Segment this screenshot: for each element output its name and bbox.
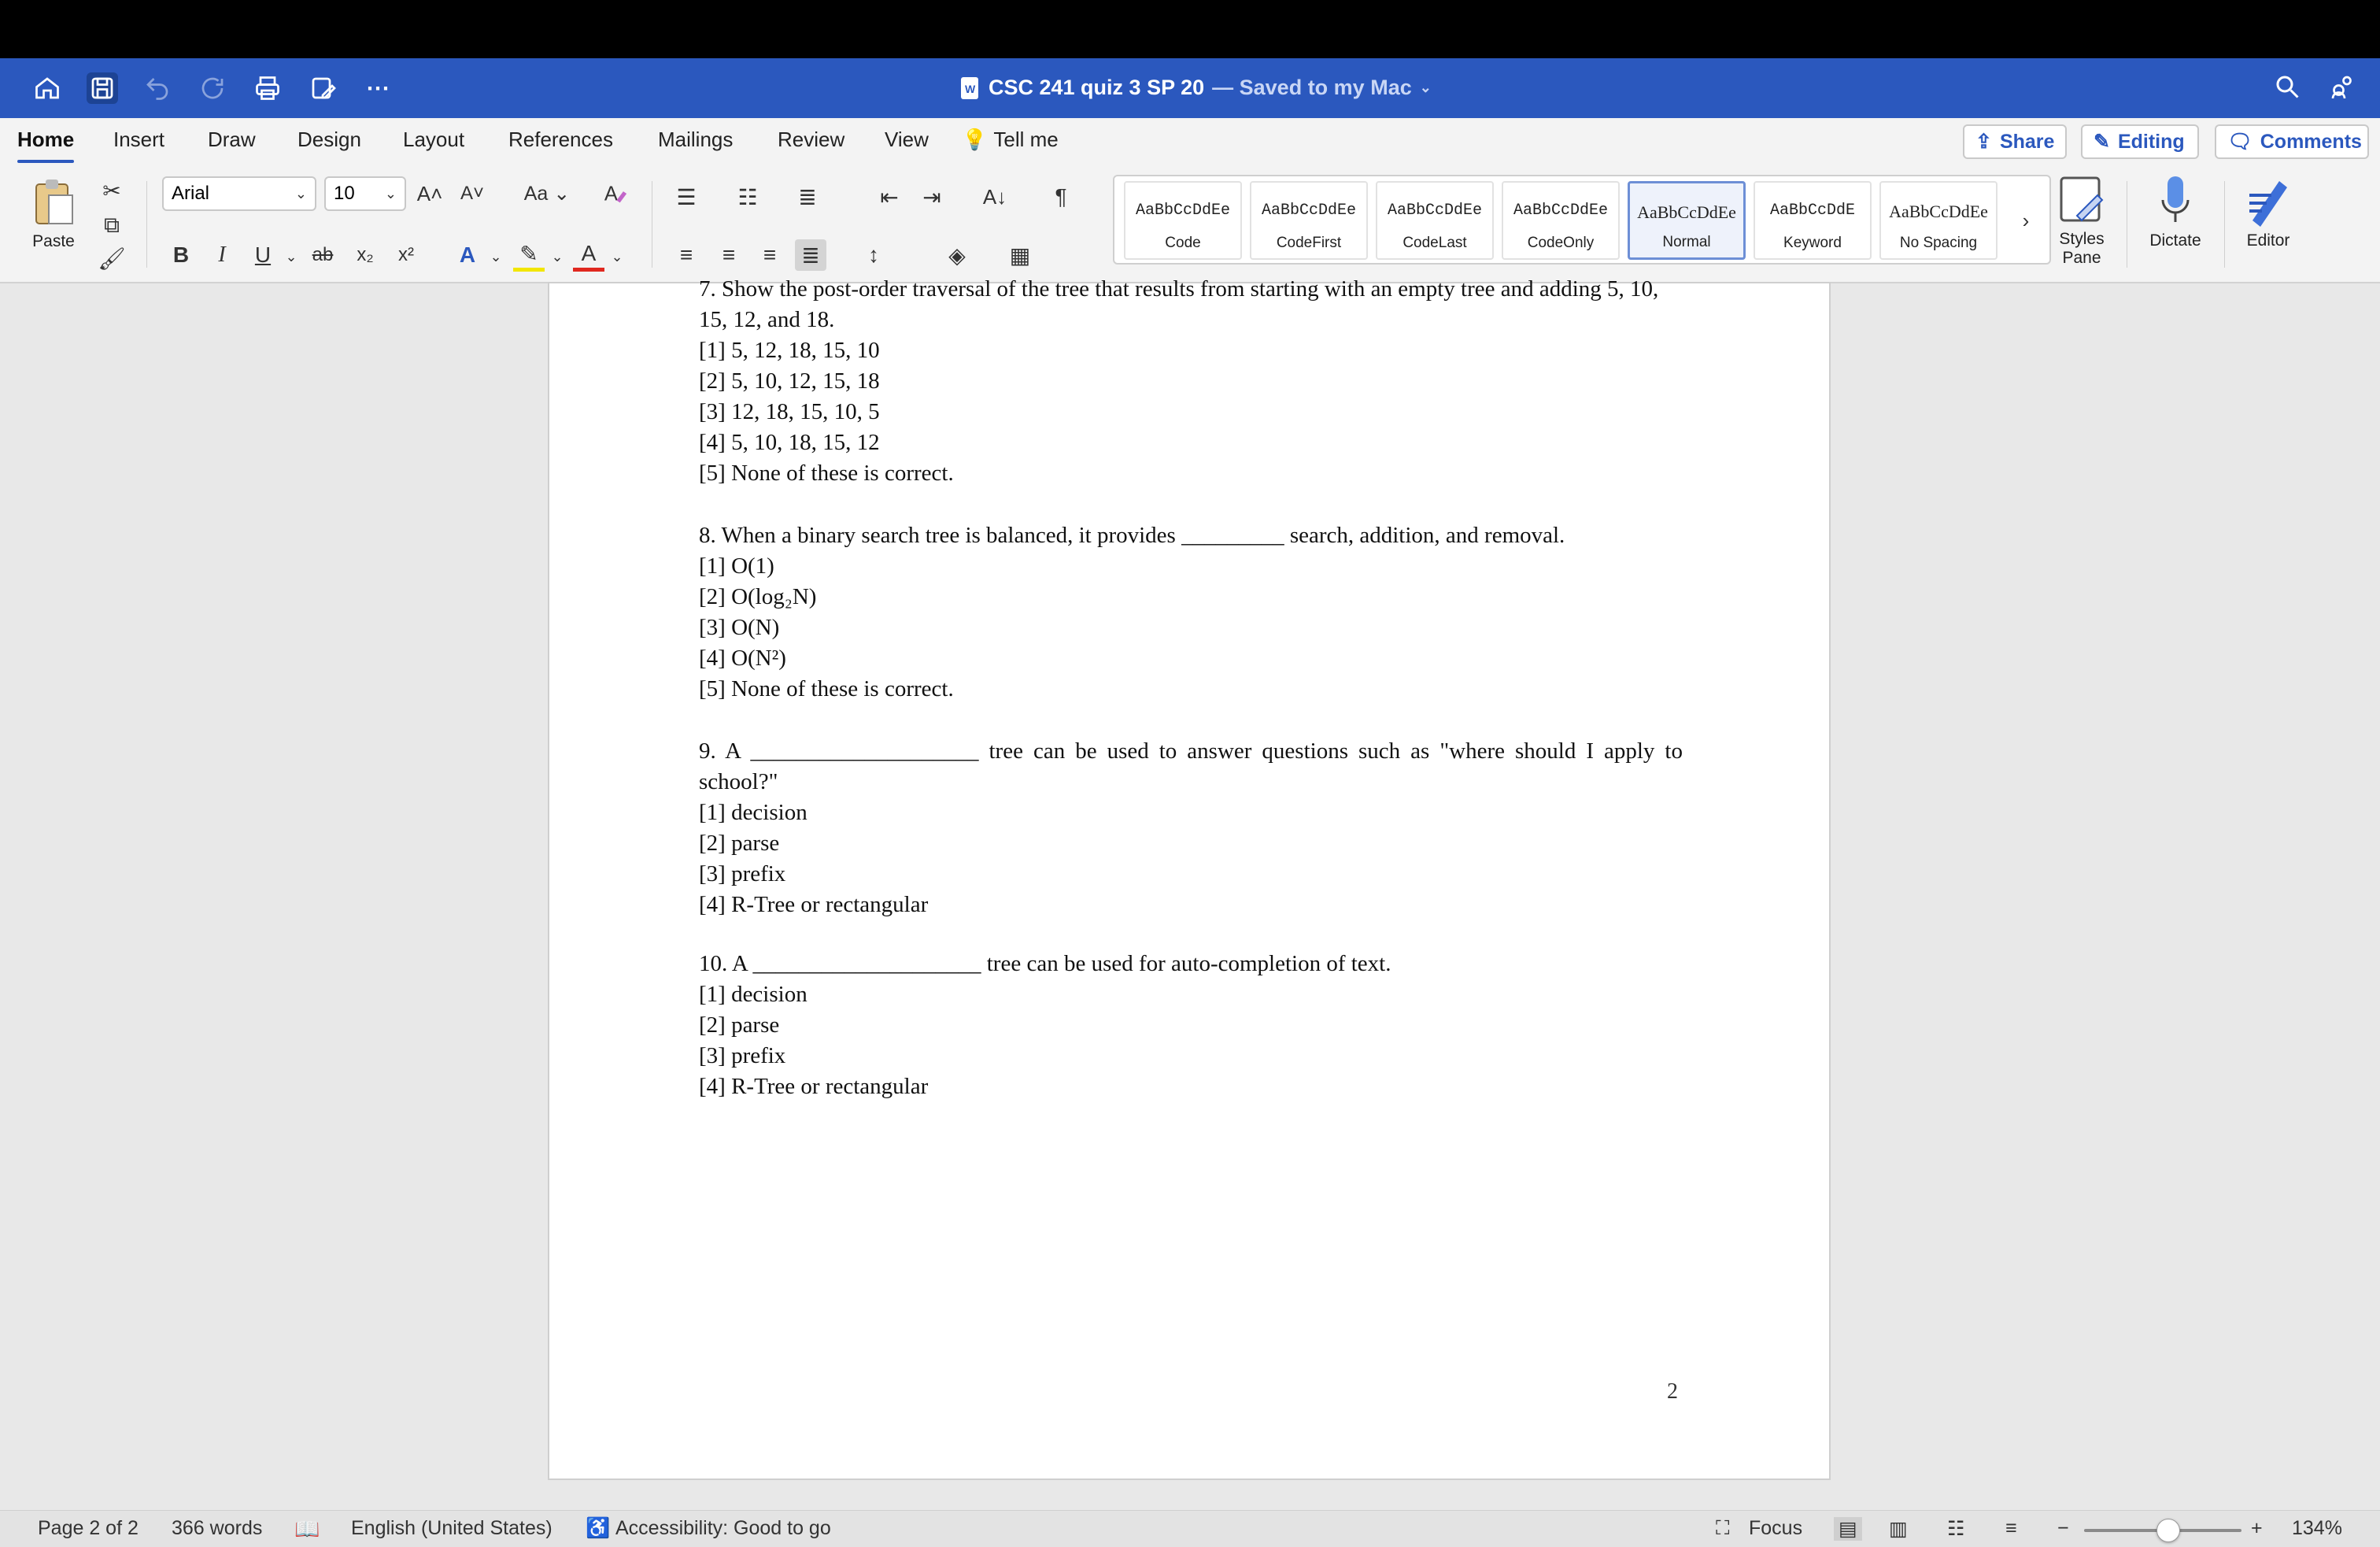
share-label: Share (1999, 130, 2055, 153)
chevron-down-icon[interactable]: ⌄ (551, 248, 564, 265)
show-formatting-icon[interactable]: ¶ (1055, 184, 1067, 209)
q10-option: [4] R-Tree or rectangular (699, 1074, 929, 1099)
style-sample: AaBbCcDdEe (1387, 202, 1483, 220)
quick-access-toolbar (31, 72, 394, 104)
copy-icon[interactable]: ⧉ (104, 212, 120, 237)
q7-option: [1] 5, 12, 18, 15, 10 (699, 338, 880, 363)
italic-button[interactable]: I (218, 242, 226, 267)
save-icon[interactable] (87, 72, 118, 104)
style-name: Keyword (1783, 235, 1842, 251)
dictate-button[interactable] (2142, 175, 2208, 250)
chevron-right-icon[interactable]: › (2022, 208, 2030, 232)
save-status: — Saved to my Mac (1212, 76, 1412, 99)
style-name: CodeFirst (1276, 235, 1342, 251)
style-sample: AaBbCcDdEe (1889, 202, 1988, 221)
style-no-spacing[interactable] (1879, 181, 1998, 260)
zoom-slider-thumb[interactable] (2156, 1519, 2180, 1542)
tab-references[interactable]: References (508, 128, 613, 151)
underline-button[interactable]: U (254, 242, 272, 267)
align-left-icon[interactable]: ≡ (679, 242, 693, 267)
superscript-button[interactable]: x² (398, 244, 414, 265)
comments-label: Comments (2260, 130, 2362, 153)
strikethrough-button[interactable]: ab (312, 244, 334, 265)
word-doc-icon (959, 76, 981, 100)
q8-option: [4] O(N²) (699, 646, 786, 671)
chevron-down-icon: ⌄ (384, 185, 397, 202)
styles-gallery (1113, 175, 2051, 265)
tab-design[interactable]: Design (298, 128, 361, 151)
accessibility-icon: ♿ (586, 1517, 611, 1539)
style-name: No Spacing (1899, 235, 1978, 251)
status-bar (0, 1510, 2380, 1547)
home-icon[interactable] (31, 72, 63, 104)
editing-label: Editing (2117, 130, 2185, 153)
q7-option: [4] 5, 10, 18, 15, 12 (699, 430, 880, 455)
q9-text-cont: school?" (699, 769, 778, 794)
q7-option: [3] 12, 18, 15, 10, 5 (699, 399, 880, 424)
style-sample: AaBbCcDdEe (1513, 202, 1609, 220)
style-keyword[interactable] (1754, 181, 1872, 260)
style-sample: AaBbCcDdEe (1261, 202, 1357, 220)
q10-option: [3] prefix (699, 1043, 786, 1068)
style-sample: AaBbCcDdEe (1135, 202, 1231, 220)
q8-text: 8. When a binary search tree is balanced, it provides _________ search, addition, and removal. (699, 523, 1565, 548)
style-name: CodeOnly (1527, 235, 1595, 251)
page-count[interactable]: Page 2 of 2 (38, 1517, 139, 1539)
increase-indent-icon[interactable]: ⇥ (922, 184, 941, 209)
style-sample: AaBbCcDdE (1769, 202, 1856, 220)
accessibility-status[interactable]: Accessibility: Good to go (615, 1517, 831, 1539)
editor-label: Editor (2246, 231, 2290, 250)
style-code[interactable] (1124, 181, 1242, 260)
styles-pane-label: Styles Pane (2059, 230, 2105, 267)
chevron-down-icon[interactable]: ⌄ (285, 248, 298, 265)
chevron-down-icon[interactable]: ⌄ (490, 248, 502, 265)
q8-option: [1] O(1) (699, 553, 774, 579)
focus-icon: ⛶ (1716, 1517, 1730, 1539)
shrink-font-icon[interactable]: A˅ (460, 183, 485, 204)
search-icon[interactable] (2273, 72, 2301, 101)
font-size-value: 10 (334, 183, 355, 204)
line-spacing-icon[interactable]: ↕ (868, 242, 879, 267)
font-name-value: Arial (172, 183, 210, 204)
format-painter-icon[interactable]: 🖌 (98, 246, 126, 271)
bold-button[interactable]: B (172, 242, 190, 267)
divider (146, 181, 147, 268)
proofing-icon[interactable]: 📖 (294, 1517, 320, 1541)
editor-button[interactable] (2240, 175, 2297, 250)
undo-icon[interactable] (142, 72, 173, 104)
q10-option: [2] parse (699, 1012, 780, 1038)
more-icon[interactable]: ⋯ (366, 75, 390, 102)
paragraph-gap (699, 705, 1683, 736)
q9-option: [2] parse (699, 831, 780, 856)
q9-option: [1] decision (699, 800, 808, 825)
focus-button[interactable]: Focus (1749, 1517, 1803, 1539)
chevron-down-icon[interactable]: ⌄ (611, 248, 623, 265)
multilevel-list-icon[interactable]: ≣ (798, 184, 817, 209)
paste-label: Paste (32, 232, 75, 250)
outline-view-icon[interactable]: ☷ (1947, 1518, 1965, 1540)
q10-text: 10. A ____________________ tree can be used for auto-completion of text. (699, 951, 1391, 976)
language[interactable]: English (United States) (351, 1517, 552, 1539)
style-name: CodeLast (1402, 235, 1467, 251)
redo-icon[interactable] (197, 72, 228, 104)
editor-pen-icon (2245, 175, 2292, 227)
bullets-icon[interactable]: ☰ (676, 184, 697, 209)
subscript-button[interactable]: x₂ (357, 244, 374, 265)
microphone-icon (2160, 175, 2191, 227)
font-name-select[interactable] (162, 176, 316, 211)
change-case-label: Aa (523, 182, 549, 205)
style-codefirst[interactable] (1250, 181, 1368, 260)
menu-bar-blank (0, 0, 2380, 58)
decrease-indent-icon[interactable]: ⇤ (880, 184, 899, 209)
web-layout-icon[interactable]: ▥ (1889, 1518, 1908, 1540)
title-bar (0, 58, 2380, 118)
draft-view-icon[interactable]: ≡ (2005, 1517, 2017, 1539)
q7-text-cont: 15, 12, and 18. (699, 307, 835, 332)
share-icon: ⇪ (1975, 131, 1992, 153)
divider (2224, 181, 2225, 268)
q9-option: [4] R-Tree or rectangular (699, 892, 929, 917)
q7-option: [5] None of these is correct. (699, 461, 954, 486)
pencil-icon: ✎ (2094, 131, 2110, 153)
doc-title-text: CSC 241 quiz 3 SP 20 (989, 76, 1205, 99)
clear-formatting-icon[interactable] (600, 178, 631, 209)
q7-option: [2] 5, 10, 12, 15, 18 (699, 368, 880, 394)
q8-option: [3] O(N) (699, 615, 780, 640)
align-center-icon[interactable]: ≡ (722, 242, 736, 267)
style-normal[interactable] (1628, 181, 1746, 260)
paste-button[interactable] (20, 176, 87, 251)
document-title[interactable] (959, 76, 1432, 100)
font-size-select[interactable] (324, 176, 406, 211)
q10-option: [1] decision (699, 982, 808, 1007)
zoom-level[interactable]: 134% (2292, 1517, 2342, 1539)
document-body[interactable] (699, 274, 1683, 1102)
editing-button[interactable] (2081, 124, 2199, 159)
account-share-icon[interactable] (2328, 72, 2356, 101)
paragraph-gap (699, 920, 1683, 949)
change-case-button[interactable]: Aa ⌄ (523, 182, 571, 205)
numbering-icon[interactable]: ☷ (737, 184, 758, 209)
justify-icon[interactable]: ≣ (795, 239, 826, 271)
dictate-label: Dictate (2149, 231, 2201, 250)
style-codelast[interactable] (1376, 181, 1494, 260)
tab-layout[interactable]: Layout (403, 128, 465, 151)
word-count[interactable]: 366 words (172, 1517, 263, 1539)
align-right-icon[interactable]: ≡ (763, 242, 777, 267)
text-effects-icon[interactable]: A (459, 242, 476, 267)
cut-icon[interactable]: ✂ (102, 178, 121, 203)
tab-insert[interactable]: Insert (113, 128, 165, 151)
svg-text:W: W (965, 82, 976, 95)
comment-icon: 🗨 (2227, 130, 2252, 153)
styles-pane-button[interactable] (2056, 175, 2108, 268)
zoom-in-icon[interactable]: + (2251, 1517, 2263, 1539)
lightbulb-icon: 💡 (962, 128, 988, 151)
title-right-controls (2273, 72, 2356, 101)
save-edit-icon[interactable] (307, 72, 338, 104)
shading-icon[interactable]: ◈ (948, 242, 966, 268)
svg-text:A: A (604, 183, 618, 205)
print-layout-icon[interactable]: ▤ (1834, 1517, 1862, 1541)
grow-font-icon[interactable]: A˄ (416, 181, 443, 205)
tab-draw[interactable]: Draw (208, 128, 256, 151)
q9-option: [3] prefix (699, 861, 786, 886)
ribbon-tabs (0, 118, 2380, 165)
style-name: Code (1165, 235, 1201, 251)
sort-icon[interactable]: A↓ (982, 184, 1007, 209)
styles-pane-icon (2058, 175, 2105, 225)
clipboard-icon (30, 176, 77, 228)
font-color-icon[interactable]: A (573, 239, 604, 272)
highlight-icon[interactable]: ✎ (513, 239, 545, 272)
q7-text: 7. Show the post-order traversal of the tree that results from starting with an empty tree and adding 5, 10, (699, 276, 1659, 302)
tell-me[interactable] (962, 128, 1059, 152)
tab-review[interactable]: Review (778, 128, 845, 151)
style-sample: AaBbCcDdEe (1637, 202, 1736, 222)
chevron-down-icon: ⌄ (1419, 80, 1432, 95)
q9-text: 9. A ____________________ tree can be used to answer questions such as "where should I apply to (699, 738, 1683, 764)
page-number: 2 (1667, 1379, 1678, 1404)
paragraph-gap (699, 489, 1683, 520)
tell-me-label: Tell me (993, 128, 1059, 151)
print-icon[interactable] (252, 72, 283, 104)
q8-option: [2] O(log₂N) (699, 584, 817, 609)
comments-button[interactable] (2215, 124, 2369, 159)
home-ribbon (0, 165, 2380, 283)
tab-mailings[interactable]: Mailings (658, 128, 734, 151)
share-button[interactable] (1963, 124, 2067, 159)
zoom-out-icon[interactable]: − (2057, 1517, 2069, 1539)
borders-icon[interactable]: ▦ (1009, 242, 1031, 268)
tab-home[interactable]: Home (17, 128, 75, 151)
style-name: Normal (1662, 234, 1711, 250)
tab-view[interactable]: View (885, 128, 929, 151)
q8-option: [5] None of these is correct. (699, 676, 954, 701)
style-codeonly[interactable] (1502, 181, 1620, 260)
chevron-down-icon: ⌄ (294, 185, 307, 202)
